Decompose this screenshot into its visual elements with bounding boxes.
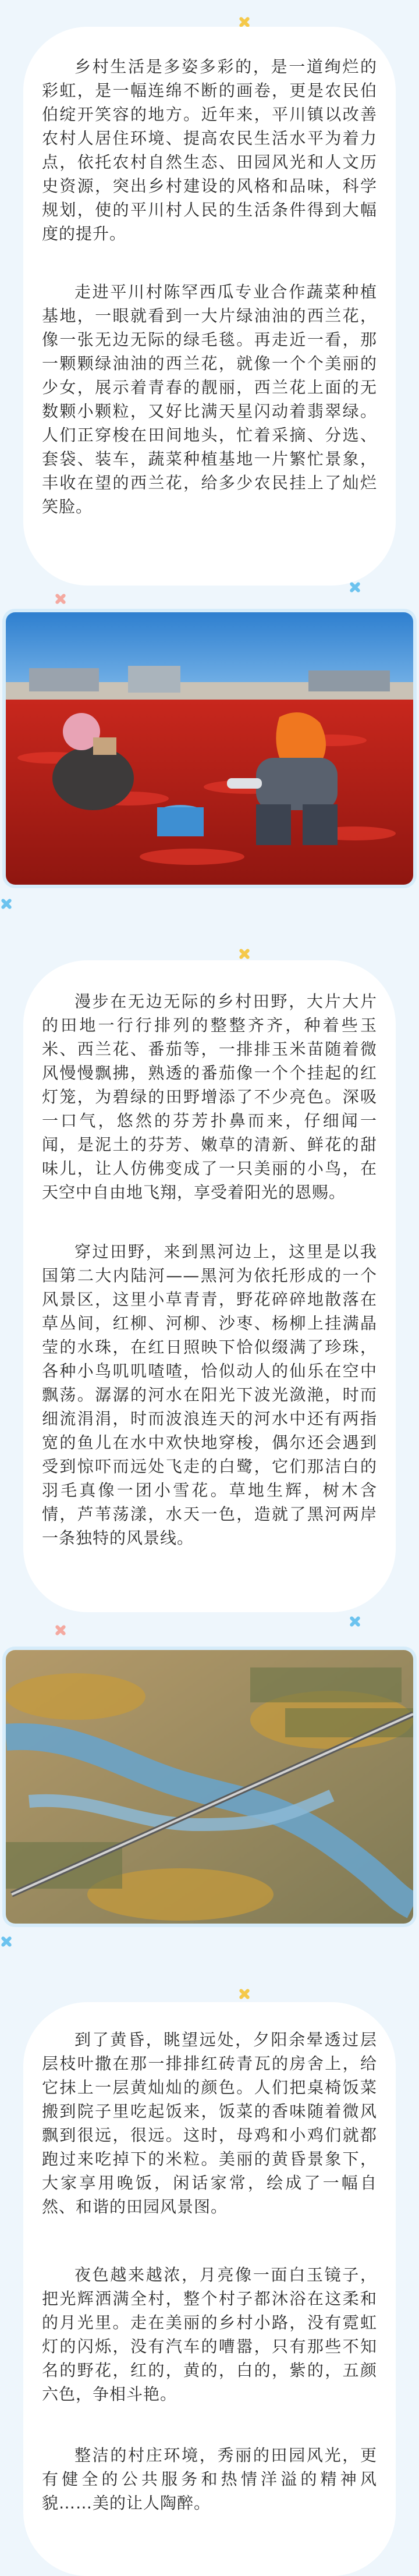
paragraph-6: 夜色越来越浓，月亮像一面白玉镜子，把光辉洒满全村，整个村子都沐浴在这柔和的月光里。走在美丽的乡村小路，没有霓虹灯的闪烁，没有汽车的嘈嚣，只有那些不知名的野花，红的，黄的，白的，紫的，五颜六色，争相斗艳。 (42, 2265, 377, 2404)
blue-cross-icon (0, 897, 13, 910)
river-aerial-photo (6, 1650, 413, 1924)
pink-cross-icon (54, 1624, 67, 1637)
yellow-cross-icon (238, 1988, 251, 2000)
paragraph-7: 整洁的村庄环境，秀丽的田园风光，更有健全的公共服务和热情洋溢的精神风貌……美的让人陶醉。 (42, 2446, 377, 2513)
paragraph-5: 到了黄昏，眺望远处，夕阳余晕透过层层枝叶撒在那一排排红砖青瓦的房舍上，给它抹上一层黄灿灿的颜色。人们把桌椅饭菜搬到院子里吃起饭来，饭菜的香味随着微风飘到很远，很远。这时，母鸡和小鸡们就都跑过来吃掉下的米粒。美丽的黄昏景象下，大家享用晚饭，闲话家常，绘成了一幅自然、和谐的田园风景图。 (42, 2030, 377, 2216)
text-card-evening (23, 2002, 396, 2576)
paragraph-2: 走进平川村陈罕西瓜专业合作蔬菜种植基地，一眼就看到一大片绿油油的西兰花，像一张无边无际的绿毛毯。再走近一看，那一颗颗绿油油的西兰花，就像一个个美丽的少女，展示着青春的靓丽，西兰花上面的无数颗小颗粒，又好比满天星闪动着翡翠绿。人们正穿梭在田间地头，忙着采摘、分选、套袋、装车，蔬菜种植基地一片繁忙景象，丰收在望的西兰花，给多少农民挂上了灿烂笑脸。 (42, 282, 377, 516)
blue-cross-icon (349, 581, 361, 594)
chili-harvest-photo (6, 612, 413, 885)
text-card-intro (23, 27, 396, 586)
blue-cross-icon (349, 1615, 361, 1628)
chili-harvest-illustration (6, 612, 413, 885)
pink-cross-icon (54, 592, 67, 605)
text-card-fields (23, 960, 396, 1612)
blue-cross-icon (0, 1935, 13, 1948)
river-aerial-illustration (6, 1650, 413, 1924)
paragraph-4: 穿过田野，来到黑河边上，这里是以我国第二大内陆河——黑河为依托形成的一个风景区，这里小草青青，野花碎碎地散落在草丛间，红柳、河柳、沙枣、杨柳上挂满晶莹的水珠，在红日照映下恰似缀满了珍珠，各种小鸟叽叽喳喳，恰似动人的仙乐在空中飘荡。潺潺的河水在阳光下波光潋滟，时而细流涓涓，时而波浪连天的河水中还有两指宽的鱼儿在水中欢快地穿梭，偶尔还会遇到受到惊吓而远处飞走的白鹭，它们那洁白的羽毛真像一团小雪花。草地生辉，树木含情，芦苇荡漾，水天一色，造就了黑河两岸一条独特的风景线。 (42, 1242, 377, 1548)
paragraph-3: 漫步在无边无际的乡村田野，大片大片的田地一行行排列的整整齐齐，种着些玉米、西兰花、番茄等，一排排玉米苗随着微风慢慢飘拂，熟透的番茄像一个个挂起的红灯笼，为碧绿的田野增添了不少亮色。深吸一口气，悠然的芬芳扑鼻而来，仔细闻一闻，是泥土的芬芳、嫩草的清新、鲜花的甜味儿，让人仿佛变成了一只美丽的小鸟，在天空中自由地飞翔，享受着阳光的恩赐。 (42, 992, 377, 1202)
yellow-cross-icon (238, 948, 251, 960)
paragraph-1: 乡村生活是多姿多彩的，是一道绚烂的彩虹，是一幅连绵不断的画卷，更是农民伯伯绽开笑容的地方。近年来，平川镇以改善农村人居住环境、提高农民生活水平为着力点，依托农村自然生态、田园风光和人文历史资源，突出乡村建设的风格和品味，科学规划，使的平川村人民的生活条件得到大幅度的提升。 (42, 57, 377, 243)
